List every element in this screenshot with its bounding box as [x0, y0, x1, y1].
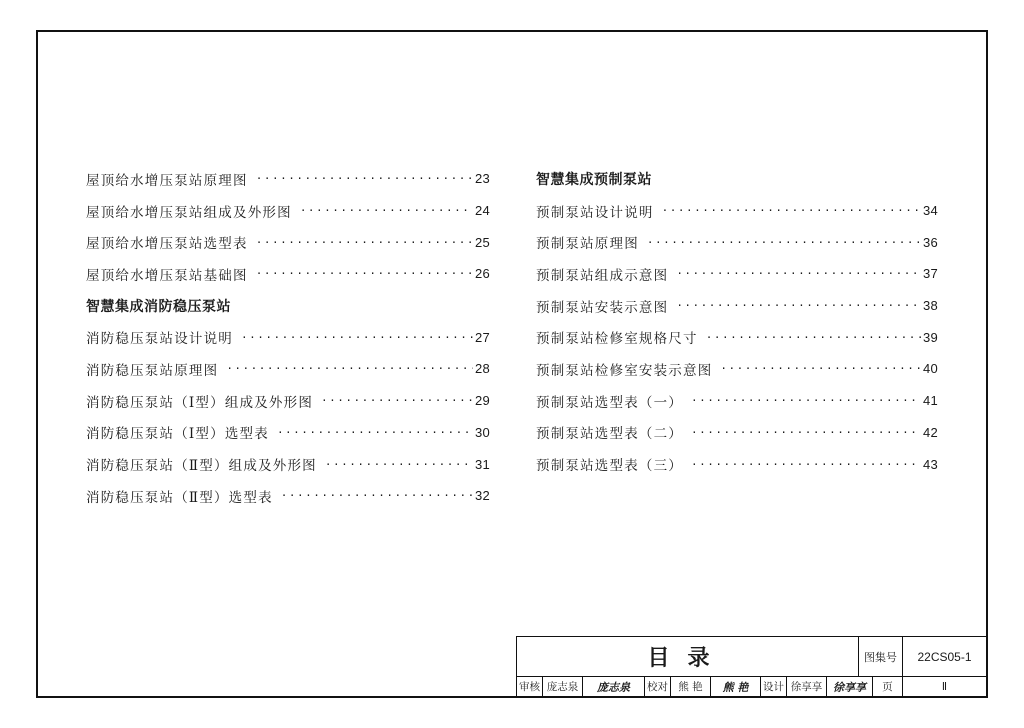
toc-entry-page: 24: [474, 203, 490, 219]
dot-leader: [676, 299, 921, 312]
toc-entry[interactable]: [536, 385, 938, 417]
toc-entry-page: 38: [922, 298, 938, 314]
check-signature: 熊 艳: [711, 677, 761, 696]
toc-entry-page: 26: [474, 266, 490, 282]
toc-entry-page: 40: [922, 361, 938, 377]
toc-section-heading: 智慧集成消防稳压泵站: [86, 298, 231, 315]
toc-entry-page: 37: [922, 266, 938, 282]
toc-entry-title: 消防稳压泵站（Ⅰ型）组成及外形图: [86, 394, 314, 411]
toc-entry[interactable]: [86, 258, 490, 290]
dot-leader: [706, 331, 921, 344]
signature-row: [517, 677, 986, 696]
toc-entry[interactable]: [536, 417, 938, 449]
dot-leader: [256, 172, 473, 185]
design-name: 徐享享: [787, 677, 827, 696]
dot-leader: [256, 236, 473, 249]
toc-entry-title: 预制泵站检修室规格尺寸: [536, 331, 698, 348]
toc-entry-title: 屋顶给水增压泵站组成及外形图: [86, 204, 292, 221]
toc-entry-title: 消防稳压泵站原理图: [86, 362, 219, 379]
toc-entry[interactable]: [536, 195, 938, 227]
dot-leader: [676, 267, 921, 280]
toc-entry-title: 屋顶给水增压泵站基础图: [86, 267, 248, 284]
toc-entry-page: 43: [922, 456, 938, 472]
dot-leader: [691, 458, 921, 471]
toc-entry-page: 30: [474, 424, 490, 440]
toc-entry-page: 31: [474, 456, 490, 472]
dot-leader: [662, 204, 921, 217]
toc-entry-title: 屋顶给水增压泵站原理图: [86, 172, 248, 189]
toc-entry-title: 预制泵站设计说明: [536, 204, 654, 221]
toc-entry-title: 预制泵站检修室安装示意图: [536, 362, 713, 379]
toc-entry-title: 消防稳压泵站（Ⅱ型）选型表: [86, 489, 273, 506]
toc-entry-page: 41: [922, 393, 938, 409]
dot-leader: [321, 394, 473, 407]
toc-entry-title: 消防稳压泵站（Ⅱ型）组成及外形图: [86, 458, 317, 475]
check-name: 熊 艳: [671, 677, 711, 696]
page-label: 页: [873, 677, 903, 696]
toc-entry-page: 36: [922, 234, 938, 250]
dot-leader: [647, 236, 921, 249]
toc-entry-title: 预制泵站选型表（一）: [536, 394, 683, 411]
dot-leader: [226, 362, 473, 375]
toc-entry[interactable]: [86, 353, 490, 385]
dot-leader: [691, 394, 921, 407]
toc-entry[interactable]: [536, 290, 938, 322]
toc-entry[interactable]: [536, 353, 938, 385]
design-label: 设计: [761, 677, 787, 696]
set-number-value: 22CS05-1: [903, 637, 986, 677]
design-signature: 徐享享: [827, 677, 873, 696]
dot-leader: [691, 426, 921, 439]
toc-left-column: [86, 163, 490, 512]
toc-entry[interactable]: [536, 321, 938, 353]
check-label: 校对: [645, 677, 671, 696]
dot-leader: [300, 204, 473, 217]
toc-entry[interactable]: [86, 195, 490, 227]
toc-entry-page: 42: [922, 424, 938, 440]
review-label: 审核: [517, 677, 543, 696]
dot-leader: [256, 267, 473, 280]
toc-entry-title: 消防稳压泵站设计说明: [86, 331, 233, 348]
review-signature: 庞志泉: [583, 677, 645, 696]
toc-entry[interactable]: [86, 163, 490, 195]
toc-entry-title: 屋顶给水增压泵站选型表: [86, 236, 248, 253]
toc-entry-title: 预制泵站选型表（二）: [536, 426, 683, 443]
toc-entry-title: 预制泵站原理图: [536, 236, 639, 253]
toc-entry[interactable]: [86, 417, 490, 449]
dot-leader: [720, 362, 921, 375]
toc-entry[interactable]: [86, 448, 490, 480]
dot-leader: [325, 458, 473, 471]
set-number-label: 图集号: [859, 637, 903, 677]
title-block: [516, 636, 988, 698]
toc-entry[interactable]: [536, 226, 938, 258]
toc-entry-title: 消防稳压泵站（Ⅰ型）选型表: [86, 426, 269, 443]
toc-entry[interactable]: [86, 226, 490, 258]
toc-entry-page: 29: [474, 393, 490, 409]
toc-entry[interactable]: [86, 480, 490, 512]
toc-entry-page: 23: [474, 171, 490, 187]
toc-entry[interactable]: [86, 321, 490, 353]
toc-entry-title: 预制泵站选型表（三）: [536, 458, 683, 475]
toc-entry-page: 39: [922, 329, 938, 345]
toc-entry[interactable]: [536, 448, 938, 480]
drawing-title: 目录: [517, 637, 859, 677]
dot-leader: [241, 331, 473, 344]
toc-entry[interactable]: [86, 385, 490, 417]
dot-leader: [277, 426, 473, 439]
toc-entry-page: 34: [922, 203, 938, 219]
toc-entry-title: 预制泵站组成示意图: [536, 267, 669, 284]
toc-right-column: [536, 163, 938, 480]
toc-entry-page: 32: [474, 488, 490, 504]
toc-entry-title: 预制泵站安装示意图: [536, 299, 669, 316]
review-name: 庞志泉: [543, 677, 583, 696]
toc-entry-page: 27: [474, 329, 490, 345]
page-value: Ⅱ: [941, 680, 948, 693]
toc-entry-page: 28: [474, 361, 490, 377]
toc-entry-page: 25: [474, 234, 490, 250]
toc-section-heading: 智慧集成预制泵站: [536, 171, 652, 188]
toc-entry[interactable]: [536, 258, 938, 290]
dot-leader: [281, 489, 473, 502]
